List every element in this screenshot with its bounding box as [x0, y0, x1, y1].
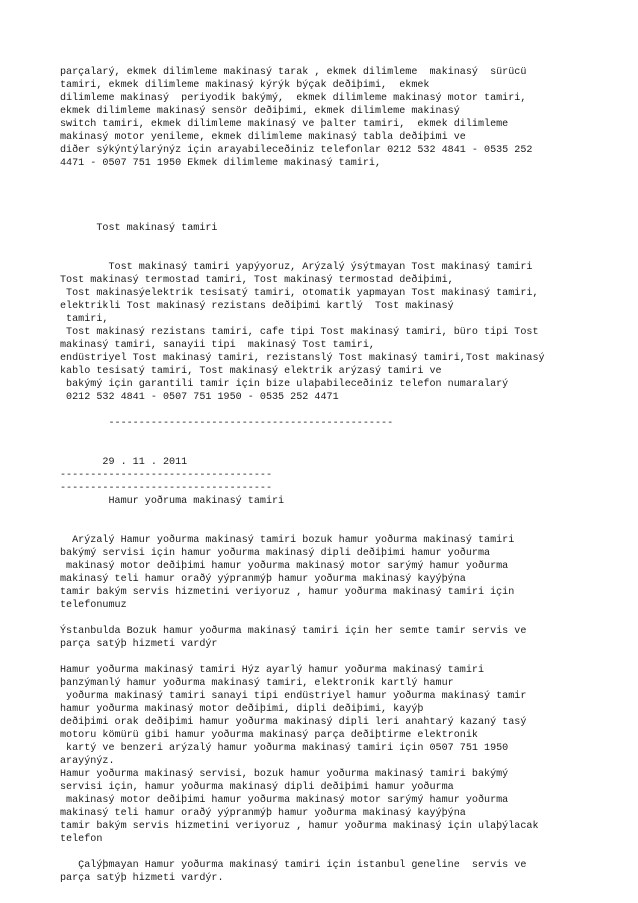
text-line: dilimleme makinasý periyodik bakýmý, ekmek dilimleme makinasý motor tamiri,: [60, 93, 527, 104]
text-line: telefon: [60, 834, 103, 845]
text-line: Hamur yoðruma makinasý tamiri: [60, 496, 285, 507]
text-line: elektrikli Tost makinasý rezistans deðiþimi kartlý Tost makinasý: [60, 301, 454, 312]
text-line: Çalýþmayan Hamur yoðurma makinasý tamiri için istanbul geneline servis ve: [60, 860, 527, 871]
text-line: bakýmý servisi için hamur yoðurma makinasý dipli deðiþimi hamur yoðurma: [60, 548, 491, 559]
text-line: -----------------------------------: [60, 483, 273, 494]
text-line: parça satýþ hizmeti vardýr.: [60, 873, 224, 884]
text-line: makinasý tamiri, sanayii tipi makinasý Tost tamiri,: [60, 340, 375, 351]
text-line: 0212 532 4841 - 0507 751 1950 - 0535 252 4471: [60, 392, 339, 403]
text-line: makinasý motor deðiþimi hamur yoðurma makinasý motor sarýmý hamur yoðurma: [60, 795, 509, 806]
text-line: yoðurma makinasý tamiri sanayi tipi endüstriyel hamur yoðurma makinasý tamir: [60, 691, 527, 702]
text-line: makinasý motor deðiþimi hamur yoðurma makinasý motor sarýmý hamur yoðurma: [60, 561, 509, 572]
text-line: Tost makinasý termostad tamiri, Tost makinasý termostad deðiþimi,: [60, 275, 454, 286]
text-line: diðer sýkýntýlarýnýz için arayabileceðiniz telefonlar 0212 532 4841 - 0535 252: [60, 145, 533, 156]
text-line: Tost makinasý tamiri yapýyoruz, Arýzalý ýsýtmayan Tost makinasý tamiri: [60, 262, 533, 273]
text-line: parça satýþ hizmeti vardýr: [60, 639, 218, 650]
text-line: þanzýmanlý hamur yoðurma makinasý tamiri, elektronik kartlý hamur: [60, 678, 454, 689]
text-line: Tost makinasýelektrik tesisatý tamiri, otomatik yapmayan Tost makinasý tamiri,: [60, 288, 539, 299]
text-line: bakýmý için garantili tamir için bize ulaþabileceðiniz telefon numaralarý: [60, 379, 509, 390]
text-line: arayýnýz.: [60, 756, 115, 767]
text-line: tamir bakým servis hizmetini veriyoruz , hamur yoðurma makinasý için ulaþýlacak: [60, 821, 539, 832]
text-line: servisi için, hamur yoðurma makinasý dipli deðiþimi hamur yoðurma: [60, 782, 454, 793]
text-line: kartý ve benzeri arýzalý hamur yoðurma makinasý tamiri için 0507 751 1950: [60, 743, 509, 754]
text-line: makinasý teli hamur oraðý yýpranmýþ hamur yoðurma makinasý kayýþýna: [60, 808, 466, 819]
text-line: kablo tesisatý tamiri, Tost makinasý elektrik arýzasý tamiri ve: [60, 366, 442, 377]
text-line: 29 . 11 . 2011: [60, 457, 188, 468]
text-line: Tost makinasý rezistans tamiri, cafe tipi Tost makinasý tamiri, büro tipi Tost: [60, 327, 539, 338]
text-line: Hamur yoðurma makinasý servisi, bozuk hamur yoðurma makinasý tamiri bakýmý: [60, 769, 509, 780]
text-line: 4471 - 0507 751 1950 Ekmek dilimleme makinasý tamiri,: [60, 158, 382, 169]
text-line: switch tamiri, ekmek dilimleme makinasý ve þalter tamiri, ekmek dilimleme: [60, 119, 509, 130]
text-line: makinasý teli hamur oraðý yýpranmýþ hamur yoðurma makinasý kayýþýna: [60, 574, 466, 585]
text-line: tamiri,: [60, 314, 109, 325]
text-line: motoru kömürü gibi hamur yoðurma makinasý parça deðiþtirme elektronik: [60, 730, 478, 741]
text-line: deðiþimi orak deðiþimi hamur yoðurma makinasý dipli leri anahtarý kazaný tasý: [60, 717, 527, 728]
text-line: Arýzalý Hamur yoðurma makinasý tamiri bozuk hamur yoðurma makinasý tamiri: [60, 535, 515, 546]
text-line: -----------------------------------: [60, 470, 273, 481]
text-line: tamir bakým servis hizmetini veriyoruz , hamur yoðurma makinasý tamiri için: [60, 587, 515, 598]
text-line: telefonumuz: [60, 600, 127, 611]
text-line: endüstriyel Tost makinasý tamiri, rezistanslý Tost makinasý tamiri,Tost makinasý: [60, 353, 545, 364]
text-line: Tost makinasý tamiri: [60, 223, 218, 234]
text-line: tamiri, ekmek dilimleme makinasý kýrýk býçak deðiþimi, ekmek: [60, 80, 430, 91]
text-line: hamur yoðurma makinasý motor deðiþimi, dipli deðiþimi, kayýþ: [60, 704, 424, 715]
text-line: parçalarý, ekmek dilimleme makinasý tarak , ekmek dilimleme makinasý sürücü: [60, 67, 527, 78]
text-line: makinasý motor yenileme, ekmek dilimleme makinasý tabla deðiþimi ve: [60, 132, 466, 143]
text-line: Hamur yoðurma makinasý tamiri Hýz ayarlý hamur yoðurma makinasý tamiri: [60, 665, 485, 676]
text-line: ekmek dilimleme makinasý sensör deðiþimi, ekmek dilimleme makinasý: [60, 106, 460, 117]
text-line: Ýstanbulda Bozuk hamur yoðurma makinasý tamiri için her semte tamir servis ve: [60, 626, 527, 637]
text-line: -----------------------------------------------: [60, 418, 394, 429]
